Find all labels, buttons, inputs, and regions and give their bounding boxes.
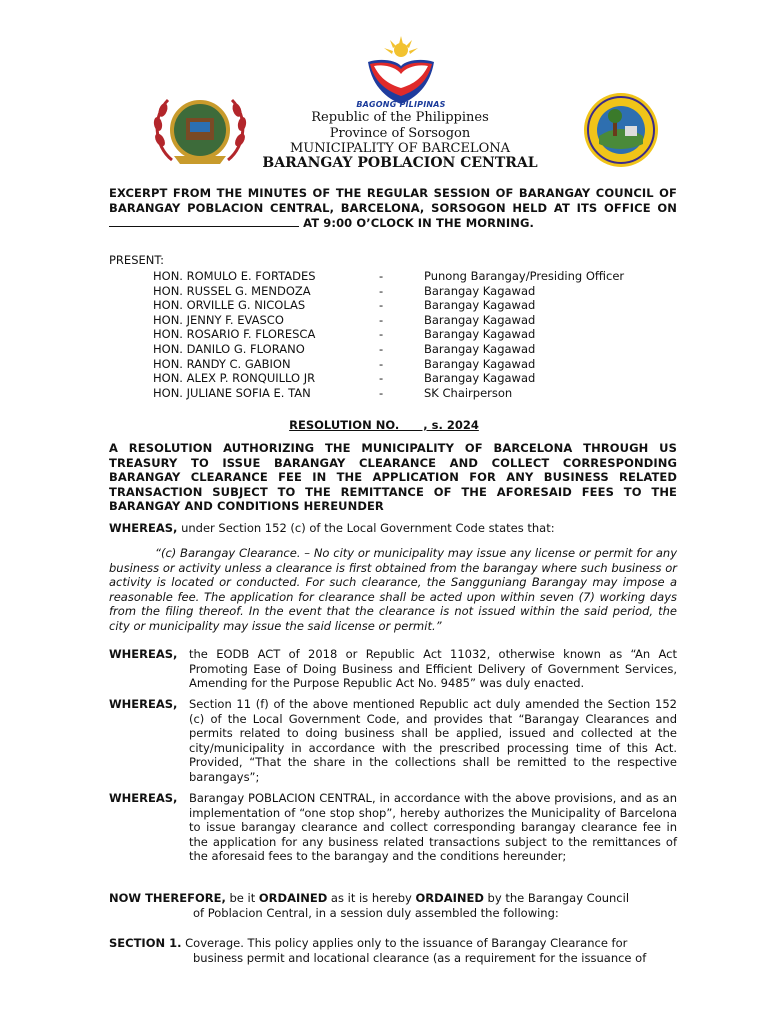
attendee-position: Barangay Kagawad: [424, 342, 536, 356]
whereas-text: Barangay POBLACION CENTRAL, in accordance with the above provisions, and as an implementation of “one stop shop”, hereby authorizes the Municipality of Barcelona to issue barangay clearance and collect corresponding barangay clearance fee in the application for any business related transactions subject to the remittances of the aforesaid fees to the barangay and the conditions hereunder;: [189, 791, 677, 863]
bagong-pilipinas-label: BAGONG PILIPINAS: [356, 100, 446, 109]
excerpt-text-part2: AT 9:00 O’CLOCK IN THE MORNING.: [303, 216, 534, 230]
whereas-label: WHEREAS,: [109, 647, 178, 661]
attendee-name: HON. ALEX P. RONQUILLO JR: [153, 371, 316, 385]
attendee-name: HON. ORVILLE G. NICOLAS: [153, 298, 306, 312]
present-label: PRESENT:: [109, 253, 164, 267]
attendee-position: Barangay Kagawad: [424, 327, 536, 341]
attendee-name: HON. JULIANE SOFIA E. TAN: [153, 386, 311, 400]
attendee-row: [0, 327, 768, 342]
attendee-name: HON. ROMULO E. FORTADES: [153, 269, 316, 283]
attendee-row: [0, 313, 768, 328]
attendee-dash: -: [379, 357, 384, 371]
lgc-section-quote: “(c) Barangay Clearance. – No city or municipality may issue any license or permit for any business or activity unless a clearance is first obtained from the barangay where such business or activity is located or conducted. For such clearance, the Sangguniang Barangay may impose a reasonable fee. The application for clearance shall be acted upon within seven (7) working days from the filing thereof. In the event that the clearance is not issued within the said period, the city or municipality may issue the said license or permit.”: [109, 546, 677, 633]
date-blank-line: [109, 215, 299, 227]
attendee-dash: -: [379, 386, 384, 400]
attendee-row: [0, 342, 768, 357]
whereas-label: WHEREAS,: [109, 521, 178, 535]
attendee-position: Barangay Kagawad: [424, 371, 536, 385]
attendee-name: HON. RUSSEL G. MENDOZA: [153, 284, 311, 298]
now-therefore-text: be it: [225, 891, 259, 905]
attendee-row: [0, 386, 768, 401]
excerpt-text-part1: EXCERPT FROM THE MINUTES OF THE REGULAR SESSION OF BARANGAY COUNCIL OF BARANGAY POBLACION CENTRAL, BARCELONA, SORSOGON HELD AT ITS OFFICE ON: [109, 186, 677, 215]
header-barangay: BARANGAY POBLACION CENTRAL: [262, 155, 538, 171]
section-1-text: Coverage. This policy applies only to the issuance of Barangay Clearance for: [181, 936, 628, 950]
attendee-row: [0, 357, 768, 372]
resolution-title: A RESOLUTION AUTHORIZING THE MUNICIPALITY OF BARCELONA THROUGH US TREASURY TO ISSUE BARANGAY CLEARANCE AND COLLECT CORRESPONDING BARANGAY CLEARANCE FEE IN THE APPLICATION FOR ANY BUSINESS RELATED TRANSACTION SUBJECT TO THE REMITTANCE OF THE AFORESAID FEES TO THE BARANGAY AND CONDITIONS HEREUNDER: [109, 441, 677, 513]
resolution-number-text: RESOLUTION NO. , s. 2024: [289, 418, 479, 432]
attendee-position: Barangay Kagawad: [424, 298, 536, 312]
attendee-name: HON. DANILO G. FLORANO: [153, 342, 305, 356]
attendee-position: Barangay Kagawad: [424, 313, 536, 327]
attendee-dash: -: [379, 342, 384, 356]
now-therefore-line2: of Poblacion Central, in a session duly assembled the following:: [193, 905, 559, 920]
attendee-row: [0, 269, 768, 284]
ordained-word: ORDAINED: [415, 891, 484, 905]
attendee-dash: -: [379, 298, 384, 312]
attendee-row: [0, 371, 768, 386]
now-therefore-line1: [109, 891, 677, 906]
attendee-dash: -: [379, 313, 384, 327]
section-1-label: SECTION 1.: [109, 936, 182, 950]
attendee-name: HON. JENNY F. EVASCO: [153, 313, 284, 327]
attendee-name: HON. RANDY C. GABION: [153, 357, 291, 371]
now-therefore-text: as it is hereby: [327, 891, 416, 905]
header-municipality: MUNICIPALITY OF BARCELONA: [290, 141, 510, 156]
ordained-word: ORDAINED: [258, 891, 328, 905]
whereas-label: WHEREAS,: [109, 697, 178, 711]
attendee-dash: -: [379, 371, 384, 385]
section-1-line1: [109, 936, 677, 951]
attendee-position: SK Chairperson: [424, 386, 513, 400]
whereas-text: Section 11 (f) of the above mentioned Republic act duly amended the Section 152 (c) of the Local Government Code, and provides that “Barangay Clearances and permits related to doing business shall be applied, issued and collected at the city/municipality in accordance with the prescribed processing time of this Act. Provided, “That the share in the collections shall be remitted to the respective barangays”;: [189, 697, 677, 784]
section-1: [109, 936, 677, 965]
whereas-clause: [109, 791, 677, 864]
now-therefore-clause: [109, 891, 677, 920]
attendee-dash: -: [379, 327, 384, 341]
whereas-clause: [109, 697, 677, 784]
attendee-name: HON. ROSARIO F. FLORESCA: [153, 327, 316, 341]
bagong-pilipinas-logo-icon: [360, 36, 442, 106]
whereas-text: the EODB ACT of 2018 or Republic Act 11032, otherwise known as “An Act Promoting Ease of Doing Business and Efficient Delivery of Government Services, Amending for the Purpose Republic Act No. 9485” was duly enacted.: [189, 647, 677, 690]
attendee-position: Barangay Kagawad: [424, 284, 536, 298]
attendee-position: Punong Barangay/Presiding Officer: [424, 269, 625, 283]
minutes-excerpt: [109, 186, 677, 231]
whereas-intro-text: under Section 152 (c) of the Local Government Code states that:: [177, 521, 555, 535]
whereas-label: WHEREAS,: [109, 791, 178, 805]
attendee-position: Barangay Kagawad: [424, 357, 536, 371]
attendee-dash: -: [379, 269, 384, 283]
section-1-line2: business permit and locational clearance (as a requirement for the issuance of: [193, 950, 647, 965]
whereas-intro: [109, 521, 555, 535]
attendee-row: [0, 284, 768, 299]
header-republic: Republic of the Philippines: [311, 110, 489, 125]
attendee-row: [0, 298, 768, 313]
resolution-number: [0, 418, 768, 432]
header-province: Province of Sorsogon: [329, 126, 471, 141]
attendee-dash: -: [379, 284, 384, 298]
whereas-clause: [109, 647, 677, 691]
now-therefore-label: NOW THEREFORE,: [109, 891, 226, 905]
now-therefore-text: by the Barangay Council: [483, 891, 630, 905]
